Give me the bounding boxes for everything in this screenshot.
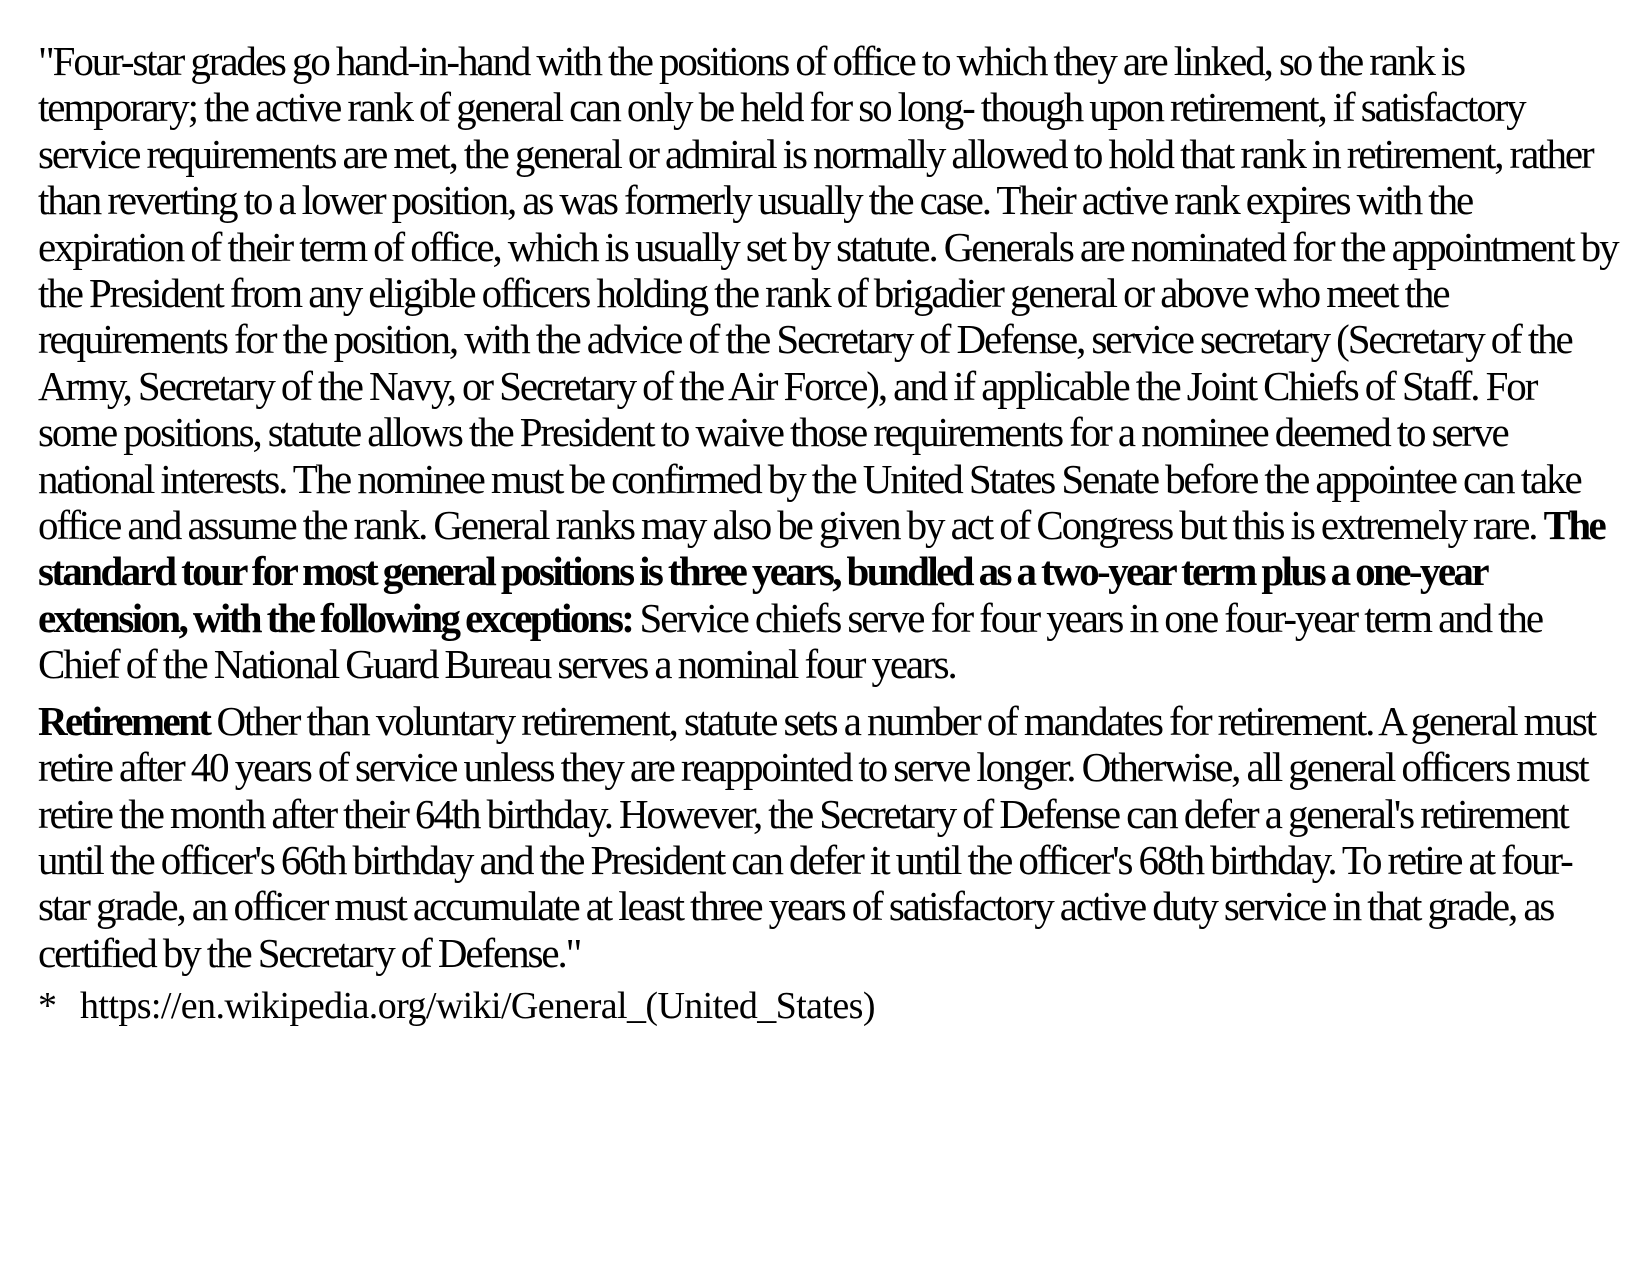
paragraph-text: "Four-star grades go hand-in-hand with the positions of office to which they are linked, so the rank is temporary; the active rank of general can only be held for so long- though upon retirement, if satisfactory service requirements are met, the general or admiral is normally allowed to hold that rank in retirement, rather than reverting to a lower position, as was formerly usually the case. Their active rank expires with the expiration of their term of office, which is usually set by statute. Generals are nominated for the appointment by the President from any eligible officers holding the rank of brigadier general or above who meet the requirements for the position, with the advice of the Secretary of Defense, service secretary (Secretary of the Army, Secretary of the Navy, or Secretary of the Air Force), and if applicable the Joint Chiefs of Staff. For some positions, statute allows the President to waive those requirements for a nominee deemed to serve national interests. The nominee must be confirmed by the United States Senate before the appointee can take office and assume the rank. General ranks may also be given by act of Congress but this is extremely rare. xyxy=(38,38,1618,549)
paragraph-text-continued: Service chiefs serve for four years in one four-year term and the Chief of the National Guard Bureau serves a nominal four years. xyxy=(38,594,1542,688)
paragraph-retirement xyxy=(38,698,1618,976)
footnote xyxy=(38,984,1618,1028)
source-url: https://en.wikipedia.org/wiki/General_(United_States) xyxy=(80,985,875,1028)
retirement-heading: Retirement xyxy=(38,697,210,744)
document-page xyxy=(38,38,1618,1028)
retirement-text: Other than voluntary retirement, statute sets a number of mandates for retirement. A general must retire after 40 years of service unless they are reappointed to serve longer. Otherwise, all general officers must retire the month after their 64th birthday. However, the Secretary of Defense can defer a general's retirement until the officer's 66th birthday and the President can defer it until the officer's 68th birthday. To retire at four-star grade, an officer must accumulate at least three years of satisfactory active duty service in that grade, as certified by the Secretary of Defense." xyxy=(38,697,1595,976)
footnote-marker: * xyxy=(38,985,57,1028)
bold-emphasis-text: The standard tour for most general positions is three years, bundled as a two-year term plus a one-year extension, with the following exceptions: xyxy=(38,502,1605,641)
paragraph-general-ranks xyxy=(38,38,1618,688)
